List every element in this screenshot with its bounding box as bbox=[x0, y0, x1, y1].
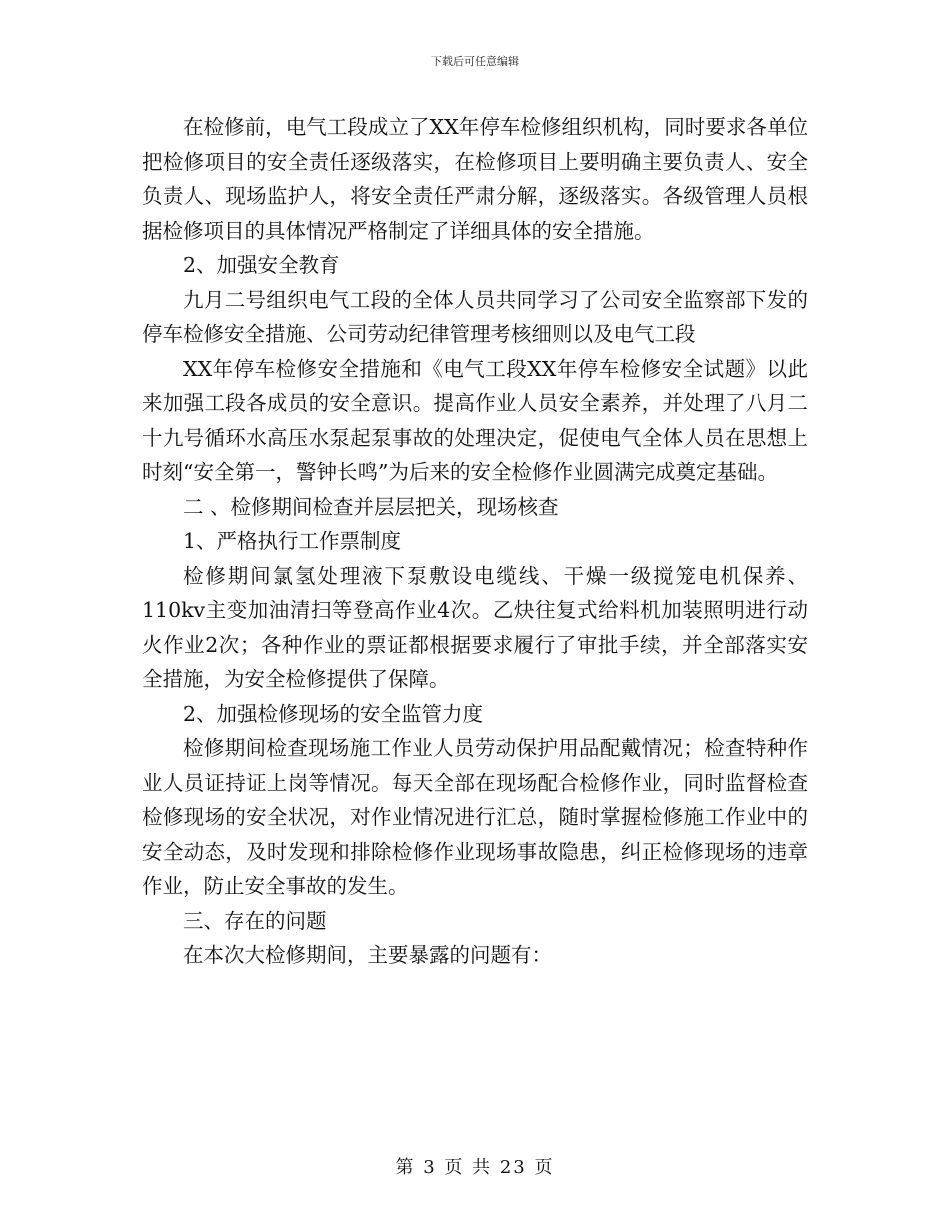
document-body bbox=[142, 110, 808, 973]
page-header-note: 下载后可任意编辑 bbox=[431, 55, 519, 68]
heading-safety-education: 2、加强安全教育 bbox=[183, 253, 340, 277]
paragraph-problems-intro: 在本次大检修期间，主要暴露的问题有： bbox=[183, 943, 552, 967]
heading-section-two: 二 、检修期间检查并层层把关，现场核查 bbox=[183, 494, 559, 519]
paragraph-site-supervision: 检修期间检查现场施工作业人员劳动保护用品配戴情况；检查特种作业人员证持证上岗等情况。每天全部在现场配合检修作业，同时监督检查检修现场的安全状况，对作业情况进行汇总，随时掌握检修施工作业中的安全动态，及时发现和排除检修作业现场事故隐患，纠正检修现场的违章作业，防止安全事故的发生。 bbox=[142, 736, 808, 898]
heading-section-three: 三、存在的问题 bbox=[183, 908, 327, 933]
paragraph-safety-awareness: XX年停车检修安全措施和《电气工段XX年停车检修安全试题》以此来加强工段各成员的安全意识。提高作业人员安全素养，并处理了八月二十九号循环水高压水泵起泵事故的处理决定，促使电气全体人员在思想上时刻“安全第一，警钟长鸣”为后来的安全检修作业圆满完成奠定基础。 bbox=[142, 356, 808, 484]
heading-work-permit: 1、严格执行工作票制度 bbox=[183, 529, 402, 553]
paragraph-safety-responsibility: 在检修前，电气工段成立了XX年停车检修组织机构，同时要求各单位把检修项目的安全责任逐级落实，在检修项目上要明确主要负责人、安全负责人、现场监护人，将安全责任严肃分解，逐级落实。各级管理人员根据检修项目的具体情况严格制定了详细具体的安全措施。 bbox=[142, 115, 808, 243]
page-number-footer: 第 3 页 共 23 页 bbox=[395, 1157, 555, 1178]
paragraph-work-permit: 检修期间氯氢处理液下泵敷设电缆线、干燥一级搅笼电机保养、110kv主变加油清扫等登高作业4次。乙炔往复式给料机加装照明进行动火作业2次；各种作业的票证都根据要求履行了审批手续，并全部落实安全措施，为安全检修提供了保障。 bbox=[142, 563, 808, 691]
heading-site-supervision: 2、加强检修现场的安全监管力度 bbox=[183, 701, 484, 726]
paragraph-study-measures: 九月二号组织电气工段的全体人员共同学习了公司安全监察部下发的停车检修安全措施、公司劳动纪律管理考核细则以及电气工段 bbox=[142, 287, 808, 346]
